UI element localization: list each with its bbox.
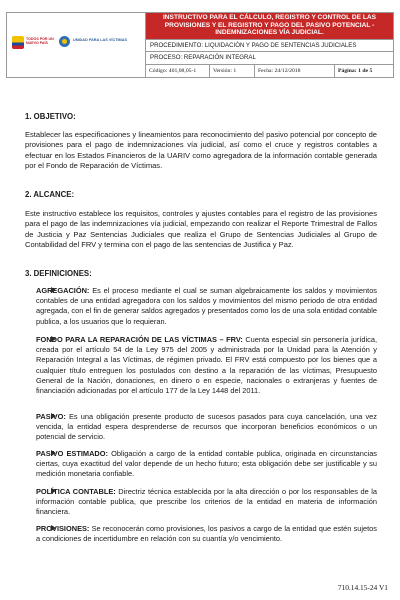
document-date: Fecha: 24/12/2018	[255, 65, 335, 77]
unidad-victimas-logo	[59, 35, 141, 51]
arrow-bullet-icon	[50, 449, 57, 456]
unidad-logo-text: UNIDAD PARA LAS VÍCTIMAS	[73, 38, 127, 42]
definition-item	[25, 412, 377, 443]
footer-document-code: 710.14.15-24 V1	[337, 583, 388, 592]
document-code: Código: 401,08,05-1	[146, 65, 210, 77]
arrow-bullet-icon	[50, 524, 57, 531]
arrow-bullet-icon	[50, 335, 57, 342]
definition-term: PASIVO:	[36, 412, 66, 421]
procedimiento-row: PROCEDIMIENTO: LIQUIDACIÓN Y PAGO DE SENTENCIAS JUDICIALES	[146, 39, 393, 51]
document-meta-row	[146, 64, 393, 77]
crest-icon	[12, 36, 24, 49]
definition-item	[25, 335, 377, 396]
definition-text: Cuenta especial sin personería jurídica, creada por el artículo 54 de la Ley 975 del 2005 y administrada por la Unidad para la Atención y Reparación Integral a las Víctimas, de régimen privado. El FRV está compuesto por los bienes que a cualquier título entreguen los postulados con destino a la reparación de las víctimas, Presupuesto General de la Nación, donaciones, en dinero o en especie, nacionales o extranjeras y fuentes de financiación adicionadas por el artículo 177 de la Ley 1448 del 2011.	[36, 335, 377, 396]
page-number: Página: 1 de 5	[338, 68, 373, 74]
section-heading-alcance: 2. ALCANCE:	[25, 190, 75, 199]
definition-term: FONDO PARA LA REPARACIÓN DE LAS VÍCTIMAS – FRV:	[36, 335, 243, 344]
proceso-row: PROCESO: REPARACIÓN INTEGRAL	[146, 51, 393, 63]
definition-item	[25, 286, 377, 327]
government-logo-text: TODOS POR UN NUEVO PAÍS	[26, 37, 54, 45]
arrow-bullet-icon	[50, 286, 57, 293]
section-heading-definiciones: 3. DEFINICIONES:	[25, 269, 92, 278]
section-text-alcance: Este instructivo establece los requisitos, controles y ajustes contables para el registro de las provisiones para el pago de las indemnizaciones vía judicial, empezando con realizar el Reporte Trimestral de Fallos de Justicia y Paz Sentencias Judiciales que realiza el Grupo de Sentencias Judiciales al Grupo de Contabilidad del FRV y termina con el pago de las sentencias de Justifica y Paz.	[25, 209, 377, 249]
definition-item	[25, 449, 377, 480]
definition-text: Se reconocerán como provisiones, los pasivos a cargo de la entidad que estén sujetos a condiciones de incertidumbre en relación con su cuantía y/o vencimiento.	[36, 524, 377, 544]
arrow-bullet-icon	[50, 412, 57, 419]
logos-cell	[7, 13, 146, 77]
definition-item	[25, 487, 377, 518]
section-heading-objetivo: 1. OBJETIVO:	[25, 112, 76, 121]
unidad-emblem-icon	[59, 36, 70, 47]
definition-item	[25, 524, 377, 544]
definition-term: AGREGACIÓN:	[36, 286, 90, 295]
definition-text: Es el proceso mediante el cual se suman algebraicamente los saldos y movimientos contables de una entidad agregadora con los saldos y movimientos del mismo periodo de otra entidad agregada, con el fin de generar saldos agregados y presentados como los de una sola entidad contable publica, a los usuarios que lo requieran.	[36, 286, 377, 326]
definition-text: Directriz técnica establecida por la alta dirección o por los responsables de la información contable publica, que prescribe los criterios de la entidad en materia de información financiera.	[36, 487, 377, 517]
definition-text: Es una obligación presente producto de sucesos pasados para cuya cancelación, una vez vencida, la entidad espera desprenderse de recursos que incorporan beneficios económicos o un potencial de servicio.	[36, 412, 377, 442]
arrow-bullet-icon	[50, 487, 57, 494]
document-title: INSTRUCTIVO PARA EL CÁLCULO, REGISTRO Y CONTROL DE LAS PROVISIONES Y EL REGISTRO Y PAGO DEL PASIVO POTENCIAL - INDEMNIZACIONES VÍA JUDICIAL.	[146, 13, 393, 39]
definition-term: PROVISIONES:	[36, 524, 90, 533]
document-header	[6, 12, 394, 78]
definition-text: Obligación a cargo de la entidad contable publica, originada en circunstancias ciertas, cuya exactitud del valor depende de un hecho futuro; esta obligación debe ser justificable y su medición monetaria confiable.	[36, 449, 377, 479]
definition-term: PASIVO ESTIMADO:	[36, 449, 108, 458]
section-text-objetivo: Establecer las especificaciones y lineamientos para reconocimiento del pasivo potencial por concepto de provisiones para el pago de indemnizaciones vía judicial, así como el cruce y registros contables a efectuar en los Estados Financieros de la UARIV como agregadora de la información contable generada por el Fondo de Reparación de Víctimas.	[25, 130, 377, 170]
definition-term: POLÍTICA CONTABLE:	[36, 487, 116, 496]
government-logo	[12, 34, 54, 54]
document-version: Versión: 1	[210, 65, 255, 77]
